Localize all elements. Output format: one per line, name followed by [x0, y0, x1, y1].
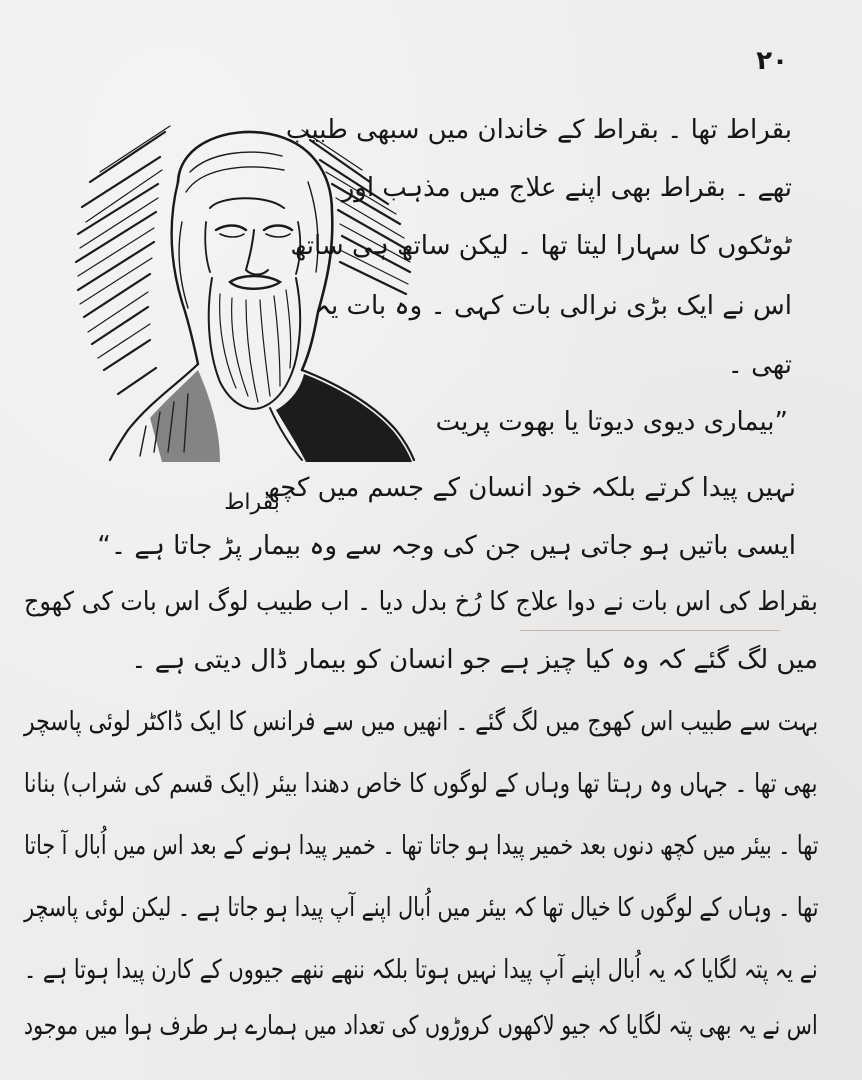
text-line: ”بیماری دیوی دیوتا یا بھوت پریت [435, 407, 788, 437]
text-line: تھی ۔ [727, 350, 792, 380]
text-underline [520, 630, 780, 631]
text-line: نہیں پیدا کرتے بلکہ خود انسان کے جسم میں کچھ [263, 473, 796, 503]
text-line: بقراط کی اس بات نے دوا علاج کا رُخ بدل دیا ۔ اب طبیب لوگ اس بات کی کھوج [24, 587, 818, 617]
text-line: میں لگ گئے کہ وہ کیا چیز ہے جو انسان کو بیمار ڈال دیتی ہے ۔ [131, 645, 818, 675]
text-line: تھے ۔ بقراط بھی اپنے علاج میں مذہب اور [341, 173, 792, 203]
illustration-caption: بقراط [224, 490, 280, 515]
text-line: بقراط تھا ۔ بقراط کے خاندان میں سبھی طبیب [285, 115, 792, 145]
text-line: تھا ۔ بیئر میں کچھ دنوں بعد خمیر پیدا ہو جاتا تھا ۔ خمیر پیدا ہونے کے بعد اس میں اُبال آ جاتا [23, 831, 818, 861]
text-line: اس نے ایک بڑی نرالی بات کہی ۔ وہ بات یہ [315, 291, 792, 321]
text-line: تھا ۔ وہاں کے لوگوں کا خیال تھا کہ بیئر میں اُبال اپنے آپ پیدا ہو جاتا ہے ۔ لیکن لوئی پاسچر [23, 893, 818, 923]
text-line: بھی تھا ۔ جہاں وہ رہتا تھا وہاں کے لوگوں کا خاص دھندا بیئر (ایک قسم کی شراب) بنانا [24, 769, 818, 799]
text-line: نے یہ پتہ لگایا کہ یہ اُبال اپنے آپ پیدا نہیں ہوتا بلکہ ننھے ننھے جیووں کے کارن پیدا ہوتا ہے ۔ [24, 955, 818, 985]
page-number: ۲۰ [756, 46, 788, 76]
text-line: ایسی باتیں ہو جاتی ہیں جن کی وجہ سے وہ بیمار پڑ جاتا ہے ۔“ [97, 531, 796, 561]
text-line: ٹوٹکوں کا سہارا لیتا تھا ۔ لیکن ساتھ ہی ساتھ [290, 231, 792, 261]
text-line: اس نے یہ بھی پتہ لگایا کہ جیو لاکھوں کروڑوں کی تعداد میں ہمارے ہر طرف ہوا میں موجود [24, 1011, 818, 1041]
text-line: بہت سے طبیب اس کھوج میں لگ گئے ۔ انھیں میں سے فرانس کا ایک ڈاکٹر لوئی پاسچر [23, 707, 818, 737]
